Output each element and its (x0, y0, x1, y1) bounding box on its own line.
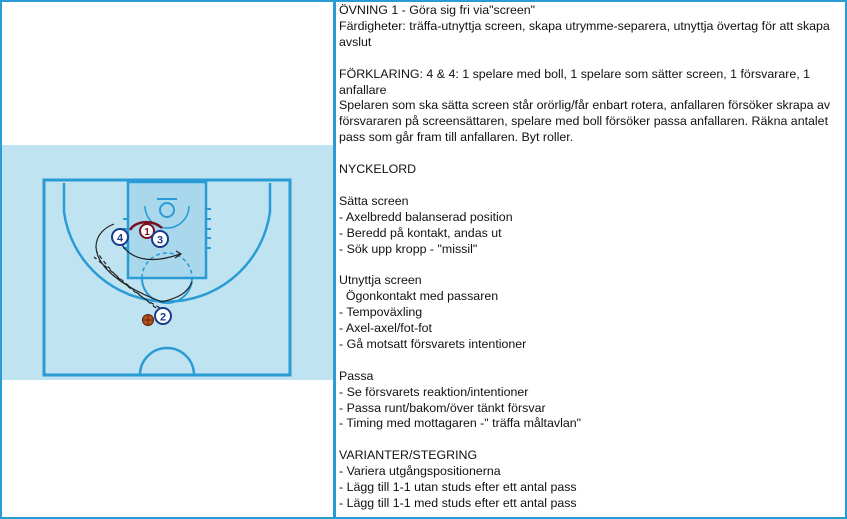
variants-item: - Variera utgångspositionerna (339, 464, 501, 479)
pass-item: - Se försvarets reaktion/intentioner (339, 384, 529, 399)
drill-description (339, 3, 841, 515)
pass-item: - Timing med mottagaren -" träffa måltavlan" (339, 416, 582, 431)
player-3-label: 3 (156, 234, 164, 247)
set-screen-item: - Beredd på kontakt, andas ut (339, 225, 502, 240)
use-screen-heading: Utnyttja screen (339, 273, 422, 288)
set-screen-item: - Sök upp kropp - "missil" (339, 241, 478, 256)
pass-item: - Passa runt/bakom/över tänkt försvar (339, 400, 546, 415)
drill-skills: Färdigheter: träffa-utnyttja screen, skapa utrymme-separera, utnyttja övertag för att skapa avslut (339, 18, 830, 49)
variants-item: - Lägg till 1-1 utan studs efter ett antal pass (339, 480, 577, 495)
court-svg (2, 2, 333, 517)
player-2-label: 2 (159, 311, 167, 324)
player-3 (152, 231, 168, 247)
use-screen-item: Ögonkontakt med passaren (339, 289, 499, 304)
set-screen-heading: Sätta screen (339, 193, 409, 208)
use-screen-item: - Tempoväxling (339, 305, 423, 320)
variants-item: - Lägg till 1-1 med studs efter ett antal pass (339, 496, 577, 510)
pass-heading: Passa (339, 368, 374, 383)
variants-heading: VARIANTER/STEGRING (339, 448, 478, 463)
basketball-icon (143, 315, 154, 326)
keywords-heading: NYCKELORD (339, 162, 417, 177)
player-2 (155, 308, 171, 324)
explanation-body: Spelaren som ska sätta screen står orörlig/får enbart rotera, anfallaren försöker skrapa av försvararen på screensättaren, spelare med boll försöker passa anfallaren. Räkna antalet pass som går fram till anfallaren. Byt roller. (339, 98, 831, 145)
explanation-heading: FÖRKLARING: 4 & 4: 1 spelare med boll, 1 spelare som sätter screen, 1 försvarare, 1 anfallare (339, 66, 811, 97)
column-divider (333, 0, 336, 519)
use-screen-item: - Axel-axel/fot-fot (339, 321, 432, 336)
drill-title: ÖVNING 1 - Göra sig fri via"screen" (339, 3, 536, 17)
player-4 (112, 229, 128, 245)
player-4-label: 4 (116, 232, 124, 245)
set-screen-item: - Axelbredd balanserad position (339, 209, 513, 224)
use-screen-item: - Gå motsatt försvarets intentioner (339, 336, 527, 351)
court-diagram (2, 2, 333, 517)
player-1-label: 1 (144, 227, 150, 238)
